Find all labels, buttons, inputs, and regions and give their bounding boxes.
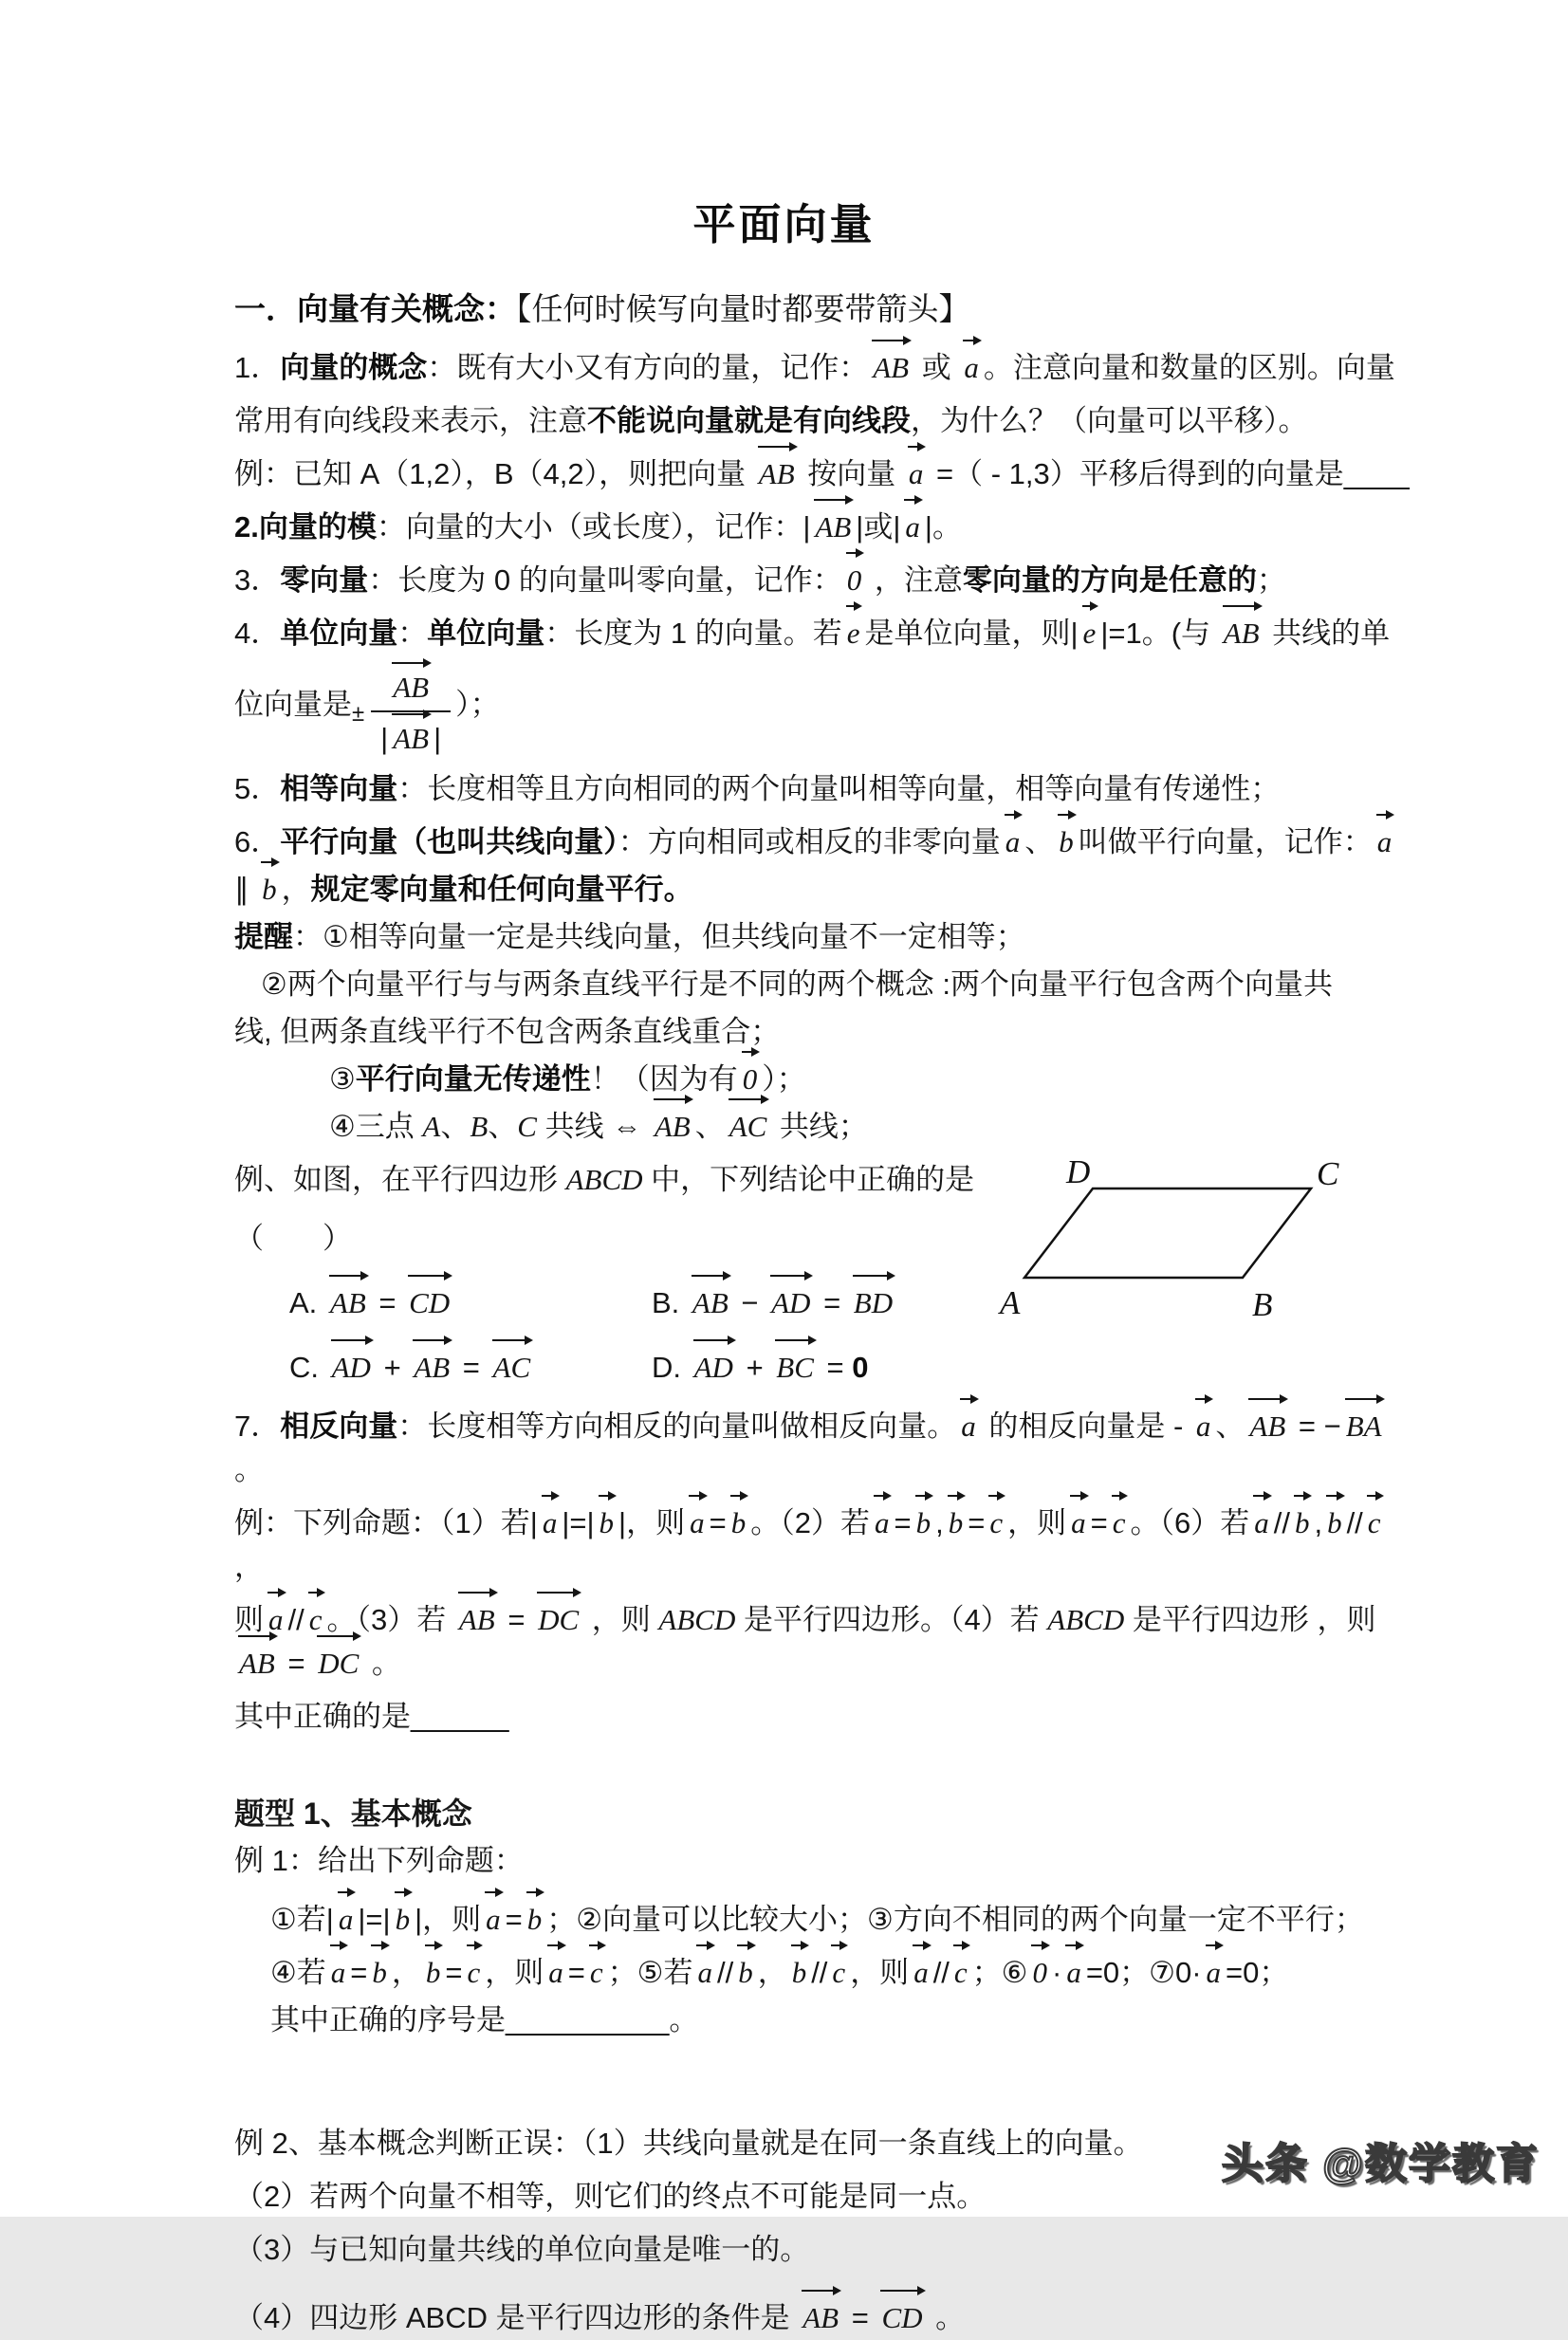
text-run: =（ - 1,3）平移后得到的向量是 — [928, 457, 1344, 490]
example-propositions-line-2 — [234, 1598, 1411, 1686]
vector-c: c — [1365, 1502, 1384, 1545]
text-run: | — [586, 1506, 595, 1539]
text-run: 是平行四边形。（4）若 — [735, 1603, 1048, 1636]
text-run: D. — [652, 1351, 690, 1384]
text-run: __________ — [506, 2003, 670, 2036]
text-run: |=1。(与 — [1100, 617, 1219, 650]
vector-a: a — [872, 1502, 893, 1545]
vector-a: a — [694, 1951, 715, 1995]
example1-answer — [270, 1999, 1411, 2042]
text-run: ：既有大小又有方向的量，记作： — [427, 351, 869, 384]
text-run: = — [1090, 1506, 1108, 1539]
text-run: , — [1314, 1506, 1323, 1539]
text-run: 单位向量 — [427, 617, 545, 650]
text-run: // — [932, 1956, 950, 1989]
text-run: 5． — [234, 772, 281, 805]
def-4-continuation-fraction — [234, 655, 1411, 758]
text-run: 、 — [488, 1110, 518, 1143]
vector-b: b — [423, 1951, 444, 1995]
text-run: | — [380, 722, 389, 755]
text-run: = — [370, 1286, 405, 1319]
text-run: 3． — [234, 563, 281, 597]
parallelogram-diagram — [987, 1152, 1394, 1328]
text-run: , — [935, 1506, 944, 1539]
text-run: 单位向量 — [280, 617, 398, 650]
text-run: ：长度相等且方向相同的两个向量叫相等向量，相等向量有传递性； — [397, 772, 1281, 805]
vector-b: b — [946, 1502, 967, 1545]
text-run: 平行向量（也叫共线向量） — [280, 825, 618, 858]
vector-DC: DC — [535, 1598, 581, 1642]
vector-b: b — [735, 1951, 756, 1995]
text-run: ：方向相同或相反的非零向量 — [618, 825, 1001, 858]
example-propositions-answer — [234, 1695, 1411, 1739]
vector-a: a — [958, 1405, 979, 1448]
text-run: ：长度为 0 的向量叫零向量，记作： — [368, 563, 842, 597]
vector-AB: AB — [390, 720, 432, 758]
def-1-vector-concept — [234, 346, 1411, 390]
text-run: ； — [1256, 563, 1286, 597]
text-run: 中，下列结论中正确的是 — [642, 1163, 975, 1196]
text-run: 提醒 — [234, 920, 293, 953]
text-run: ABCD — [565, 1163, 643, 1196]
vector-c: c — [951, 1951, 970, 1995]
diagram-label-c: C — [1317, 1155, 1339, 1192]
text-run: 一．向量有关概念： — [234, 291, 516, 326]
text-run: 共线的单 — [1264, 617, 1391, 650]
diagram-label-d: D — [1066, 1153, 1091, 1190]
text-run: ∥ — [234, 873, 258, 906]
text-run: = — [350, 1956, 368, 1989]
vector-a: a — [902, 506, 923, 549]
text-run: ，则 — [850, 1956, 910, 1989]
text-run: + — [375, 1351, 410, 1384]
vector-0: 0 — [1029, 1951, 1050, 1995]
vector-a: a — [687, 1502, 708, 1545]
option-d — [652, 1346, 1014, 1390]
text-run: 的相反向量是 - — [980, 1410, 1191, 1443]
text-run: = — [894, 1506, 912, 1539]
text-run: =0；⑦0· — [1085, 1956, 1202, 1989]
text-run: ， — [234, 1550, 264, 1583]
vector-c: c — [465, 1951, 484, 1995]
vector-b: b — [789, 1951, 810, 1995]
text-run: 常用有向线段来表示，注意 — [234, 404, 587, 437]
text-run: 。（3）若 — [326, 1603, 454, 1636]
def-5-equal-vector — [234, 767, 1411, 811]
text-run: ①若| — [270, 1903, 334, 1936]
text-run: 。注意向量和数量的区别。向量 — [983, 351, 1395, 384]
text-run: ____ — [1343, 457, 1410, 490]
text-run: 规定零向量和任何向量平行。 — [310, 873, 693, 906]
text-run: （ ） — [234, 1222, 352, 1255]
text-run: 其中正确的序号是 — [270, 2003, 506, 2036]
text-run: // — [716, 1956, 734, 1989]
text-run: |，则 — [415, 1903, 482, 1936]
vector-c: c — [306, 1598, 325, 1642]
text-run: 例：已知 A（1,2），B（4,2），则把向量 — [234, 457, 754, 490]
vector-AC: AC — [727, 1105, 770, 1149]
def-7-opposite-vector — [234, 1405, 1411, 1492]
text-run: 题型 1、基本概念 — [234, 1796, 472, 1831]
vector-b: b — [913, 1502, 934, 1545]
diagram-label-b: B — [1252, 1286, 1273, 1323]
text-run: 向量的概念 — [280, 351, 428, 384]
text-run: ②两个向量平行与与两条直线平行是不同的两个概念 :两个向量平行包含两个向量共 — [261, 967, 1334, 1001]
text-run: A. — [289, 1286, 325, 1319]
text-run: 线, 但两条直线平行不包含两条直线重合； — [234, 1015, 781, 1048]
text-run: ，则 — [485, 1956, 544, 1989]
text-run: =0； — [1226, 1956, 1289, 1989]
reminder-item-2-continuation — [234, 1010, 1411, 1054]
vector-DC: DC — [315, 1642, 361, 1686]
vector-a: a — [266, 1598, 286, 1642]
reminder-item-2 — [261, 963, 1411, 1006]
text-run: C — [517, 1110, 537, 1143]
vector-AD: AD — [329, 1346, 374, 1390]
text-run: （2）若两个向量不相等，则它们的终点不可能是同一点。 — [234, 2180, 987, 2213]
text-run: 是平行四边形 ，则 — [1124, 1603, 1376, 1636]
text-run: | — [618, 1506, 627, 1539]
vector-AB: AB — [1246, 1405, 1288, 1448]
text-run: 例 2、基本概念判断正误：（1）共线向量就是在同一条直线上的向量。 — [234, 2127, 1143, 2160]
text-run: 则 — [234, 1603, 264, 1636]
text-run: 例：下列命题：（1）若 — [234, 1506, 530, 1539]
def-6-parallel-vector — [234, 820, 1411, 864]
text-run: 、 — [694, 1110, 725, 1143]
text-run: ：长度相等方向相反的向量叫做相反向量。 — [397, 1410, 957, 1443]
text-run: 7． — [234, 1410, 281, 1443]
text-run: = — [567, 1956, 585, 1989]
text-run: B. — [652, 1286, 688, 1319]
text-run: = — [505, 1903, 523, 1936]
text-run: // — [811, 1956, 828, 1989]
vector-CD: CD — [406, 1281, 452, 1325]
text-run: = — [454, 1351, 489, 1384]
text-run: ！（因为有 — [590, 1062, 738, 1096]
vector-a: a — [328, 1951, 349, 1995]
text-run: 是单位向量，则| — [864, 617, 1079, 650]
text-run: + — [737, 1351, 772, 1384]
text-run: ______ — [411, 1700, 509, 1733]
text-run: = — [815, 1286, 849, 1319]
vector-0: 0 — [740, 1058, 761, 1101]
vector-BD: BD — [851, 1281, 895, 1325]
example2-item-3 — [234, 2228, 1411, 2272]
vector-a: a — [1003, 820, 1024, 864]
text-run: · — [1051, 1956, 1062, 1989]
text-run: 共线 ⇔ — [536, 1110, 650, 1143]
def-6-continuation — [234, 868, 1411, 912]
vector-AB: AB — [456, 1598, 498, 1642]
vector-a: a — [1193, 1405, 1214, 1448]
text-run: 2.向量的模 — [234, 510, 377, 544]
vector-a: a — [1374, 820, 1395, 864]
vector-AC: AC — [490, 1346, 534, 1390]
text-run: 其中正确的是 — [234, 1700, 411, 1733]
text-run: 叫做平行向量，记作： — [1078, 825, 1373, 858]
vector-b: b — [369, 1951, 390, 1995]
text-run: （3）与已知向量共线的单位向量是唯一的。 — [234, 2233, 810, 2266]
text-run: ± — [352, 701, 365, 728]
vector-AB: AB — [411, 1346, 452, 1390]
text-run: ③ — [329, 1062, 356, 1096]
vector-0: 0 — [844, 559, 865, 602]
vector-AB: AB — [690, 1281, 731, 1325]
text-run: ， — [281, 873, 311, 906]
text-run: = — [968, 1506, 986, 1539]
vector-a: a — [545, 1951, 566, 1995]
vector-c: c — [587, 1951, 606, 1995]
text-run: | — [562, 1506, 570, 1539]
text-run: 。 — [234, 1453, 264, 1486]
example-propositions-line-1 — [234, 1502, 1411, 1589]
text-run: = — [569, 1506, 587, 1539]
text-run: ABCD — [1047, 1603, 1125, 1636]
text-run: // — [287, 1603, 304, 1636]
text-run: 平行向量无传递性 — [355, 1062, 591, 1096]
text-run: 。 — [669, 2003, 699, 2036]
text-run: = — [279, 1647, 314, 1680]
text-run: 例 1：给出下列命题： — [234, 1844, 524, 1877]
text-run: A — [422, 1110, 441, 1143]
text-run: B — [470, 1110, 489, 1143]
text-run: |=| — [358, 1903, 391, 1936]
watermark — [1222, 2129, 1540, 2190]
text-run: ，为什么？（向量可以平移）。 — [911, 404, 1308, 437]
vector-a: a — [1068, 1502, 1089, 1545]
vector-b: b — [729, 1502, 749, 1545]
reminder-item-4 — [329, 1105, 1411, 1149]
text-run: ，则 — [583, 1603, 659, 1636]
text-run: ）； — [455, 688, 500, 722]
vector-AD: AD — [692, 1346, 736, 1390]
text-run: 、 — [1024, 825, 1055, 858]
example-translation — [234, 452, 1411, 496]
text-run: // — [1273, 1506, 1290, 1539]
text-run: 4． — [234, 617, 281, 650]
vector-a: a — [1063, 1951, 1084, 1995]
vector-AB: AB — [812, 506, 854, 549]
text-run: ；⑥ — [971, 1956, 1028, 1989]
text-run: ，则 — [626, 1506, 686, 1539]
text-run: ，注意 — [866, 563, 963, 597]
text-run: = — [499, 1603, 534, 1636]
text-run: = — [445, 1956, 463, 1989]
example1-intro — [234, 1839, 1411, 1883]
vector-e: e — [844, 612, 863, 655]
example2-item-4 — [234, 2296, 1411, 2340]
vector-c: c — [1110, 1502, 1129, 1545]
vector-a: a — [906, 452, 927, 496]
text-run: ；②向量可以比较大小；③方向不相同的两个向量一定不平行； — [546, 1903, 1364, 1936]
text-run: 1． — [234, 351, 281, 384]
fraction — [371, 655, 451, 758]
text-run: 零向量的方向是任意的 — [962, 563, 1257, 597]
vector-b: b — [1324, 1502, 1345, 1545]
reminder-item-1 — [234, 915, 1411, 959]
text-run: 按向量 — [799, 457, 904, 490]
text-run: 共线； — [771, 1110, 868, 1143]
option-b — [652, 1281, 1014, 1325]
text-run: 。（6）若 — [1130, 1506, 1250, 1539]
def-2-modulus — [234, 506, 1411, 549]
vector-b: b — [259, 868, 280, 912]
vector-b: b — [393, 1898, 414, 1942]
text-run: // — [1346, 1506, 1363, 1539]
text-run: 【任何时候写向量时都要带箭头】 — [516, 291, 970, 326]
vector-c: c — [829, 1951, 848, 1995]
text-run: = — [843, 2301, 877, 2334]
vector-b: b — [1292, 1502, 1313, 1545]
vector-a: a — [961, 346, 982, 390]
text-run: 或 — [913, 351, 960, 384]
option-c — [289, 1346, 652, 1390]
text-run: 位向量是 — [234, 688, 352, 722]
text-run: |或| — [856, 510, 901, 544]
reminder-item-3 — [329, 1058, 1411, 1101]
vector-AB: AB — [870, 346, 912, 390]
text-run: 、 — [1215, 1410, 1245, 1443]
vector-AB: AB — [1221, 612, 1263, 655]
page-title: 平面向量 — [692, 200, 876, 249]
text-run: 。（2）若 — [750, 1506, 870, 1539]
vector-AB: AB — [390, 669, 432, 707]
vector-AD: AD — [768, 1281, 813, 1325]
def-3-zero-vector — [234, 559, 1411, 602]
text-run: |。 — [924, 510, 962, 544]
text-run: = − — [1290, 1410, 1341, 1443]
text-run: ， — [391, 1956, 421, 1989]
text-run: ABCD — [658, 1603, 736, 1636]
text-run: ；⑤若 — [607, 1956, 693, 1989]
vector-BC: BC — [773, 1346, 817, 1390]
vector-a: a — [1204, 1951, 1225, 1995]
vector-AB: AB — [327, 1281, 369, 1325]
vector-BA: BA — [1343, 1405, 1385, 1448]
vector-a: a — [336, 1898, 357, 1942]
text-run: 0 — [852, 1351, 869, 1384]
text-run: | — [529, 1506, 538, 1539]
example1-propositions-line-1 — [270, 1898, 1411, 1942]
text-run: ，则 — [1007, 1506, 1067, 1539]
section-1-heading — [234, 287, 1411, 331]
text-run: | — [434, 722, 442, 755]
def-4-unit-vector — [234, 612, 1411, 655]
topic-1-heading — [234, 1792, 1411, 1835]
vector-b: b — [525, 1898, 545, 1942]
text-run: 。 — [363, 1647, 401, 1680]
text-run: 不能说向量就是有向线段 — [587, 404, 911, 437]
text-run: 6． — [234, 825, 281, 858]
example1-propositions-line-2 — [270, 1951, 1411, 1995]
text-run: ）； — [762, 1062, 806, 1096]
text-run: ， — [757, 1956, 787, 1989]
text-run: ④三点 — [329, 1110, 423, 1143]
text-run: C. — [289, 1351, 327, 1384]
vector-e: e — [1080, 612, 1099, 655]
vector-AB: AB — [652, 1105, 693, 1149]
text-run: 相等向量 — [280, 772, 398, 805]
vector-b: b — [1056, 820, 1077, 864]
diagram-label-a: A — [1000, 1284, 1021, 1321]
text-run: = — [709, 1506, 727, 1539]
text-run: ④若 — [270, 1956, 326, 1989]
text-run: 相反向量 — [280, 1410, 398, 1443]
vector-a: a — [540, 1502, 561, 1545]
vector-b: b — [597, 1502, 618, 1545]
text-run: ：长度为 1 的向量。若 — [544, 617, 842, 650]
vector-a: a — [911, 1951, 932, 1995]
vector-c: c — [987, 1502, 1005, 1545]
text-run: 。 — [927, 2301, 966, 2334]
def-1-continuation — [234, 399, 1411, 443]
vector-AB: AB — [756, 452, 798, 496]
text-run: = — [818, 1351, 853, 1384]
text-run: ：①相等向量一定是共线向量，但共线向量不一定相等； — [293, 920, 1025, 953]
watermark-text: 头条 @数学教育 — [1221, 2141, 1540, 2187]
text-run: − — [732, 1286, 767, 1319]
options-row-2 — [289, 1346, 1411, 1390]
text-run: （4）四边形 ABCD 是平行四边形的条件是 — [234, 2301, 799, 2334]
vector-AB: AB — [236, 1642, 278, 1686]
text-run: ：向量的大小（或长度），记作：| — [376, 510, 811, 544]
text-run: ： — [397, 617, 428, 650]
vector-a: a — [483, 1898, 504, 1942]
option-a — [289, 1281, 652, 1325]
text-run: 、 — [440, 1110, 470, 1143]
text-run: 零向量 — [280, 563, 369, 597]
text-run: 例、如图，在平行四边形 — [234, 1163, 566, 1196]
vector-AB: AB — [800, 2296, 841, 2340]
vector-CD: CD — [878, 2296, 925, 2340]
parallelogram-shape — [1024, 1188, 1311, 1278]
vector-a: a — [1251, 1502, 1272, 1545]
